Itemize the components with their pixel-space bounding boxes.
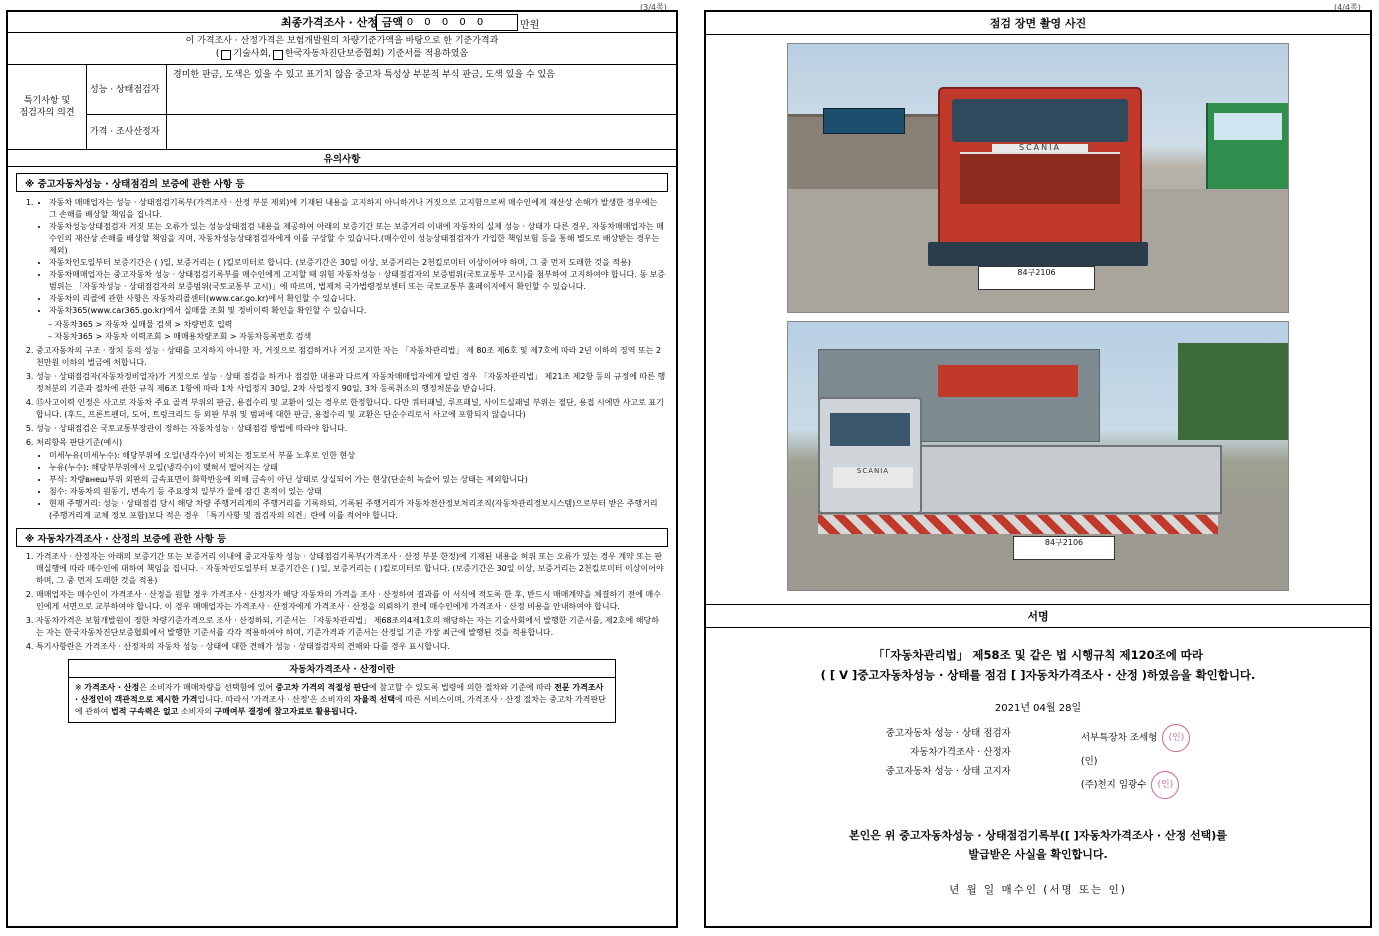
- def-b5: 법적 구속력은 없고: [111, 707, 179, 717]
- list-item: • 자동차의 리콜에 관한 사항은 자동차리콜센터(www.car.go.kr)에서 확인할 수 있습니다.: [49, 293, 666, 305]
- buyer-signature-line: 년 월 일 매수인 (서명 또는 인): [949, 884, 1127, 897]
- signature-name: 서부특장차 조세형: [1080, 732, 1158, 744]
- list-item: • 미세누유(미세누수): 해당부위에 오일(냉각수)이 비치는 정도로서 부품 노후로 인한 현상: [49, 450, 666, 462]
- list-item: • 1. 자동차 매매업자는 성능 · 상태점검기록부(가격조사 · 산정 부분 제외)에 기재된 내용을 고지하지 아니하거나 거짓으로 고지함으로써 매수인에게 재산상 손해가 발생한 경우에는 그 손해를 배상할 책임을 집니다.: [49, 197, 666, 221]
- section1-list: [20, 197, 666, 522]
- signature-body: [706, 628, 1370, 897]
- section1-title: ※ 중고자동차성능 · 상태점검의 보증에 관한 사항 등: [16, 173, 668, 192]
- inspection-photo-side: [787, 321, 1289, 591]
- signature-name-row: [1081, 724, 1190, 752]
- list-item: 1. 가격조사 · 산정자는 아래의 보증기간 또는 보증거리 이내에 중고자동차 성능 · 상태점검기록부(가격조사 · 산정 부분 한정)에 기재된 내용을 허위 또는 오류가 있는 경우 계약 또는 판매실행에 따라 매수인에 대하여 책임을 집니다. · 자동차인도일부터 보증기간은 ( )일, 보증거리는 ( )킬로미터로 합니다. (보증기간은 30일 이상, 보증거리는 2천킬로미터 이상이어야 하며, 그 중 먼저 도래한 것을 적용): [36, 551, 666, 587]
- list-item: 2. 매매업자는 매수인이 가격조사 · 산정을 원할 경우 가격조사 · 산정자가 해당 자동차의 가격을 조사 · 산정하여 결과를 이 서식에 적도록 한 후, 반드시 매매계약을 체결하기 전에 매수인에게 서면으로 교부하여야 합니다. 이 경우 매매업자는 가격조사 · 산정자에게 가격조사 · 산정을 의뢰하기 전에 매수인에게 가격조사 · 산정 비용을 안내하여야 합니다.: [36, 589, 666, 613]
- remarks-label-appraiser: 가격 · 조사산정자: [87, 115, 167, 149]
- checkbox-engineer-assoc[interactable]: [221, 50, 231, 60]
- signature-roles: [886, 724, 1011, 799]
- right-panel: [704, 10, 1372, 928]
- criteria-title: 처리항목 판단기준(예시): [36, 438, 123, 448]
- def-b2: 중고차 가격의 적절성 판단: [275, 683, 369, 693]
- confirm-line-2: 발급받은 사실을 확인합니다.: [968, 847, 1108, 861]
- signature-rows: [722, 724, 1354, 799]
- section2-list: [20, 551, 666, 653]
- list-item: 5. 성능 · 상태점검은 국토교통부장관이 정하는 자동차성능 · 상태점검 방법에 따라야 합니다.: [36, 423, 666, 435]
- def-b6: 구매여부 결정에 참고자료로 활용됩니다.: [214, 707, 358, 717]
- checkbox-kaaa[interactable]: [273, 50, 283, 60]
- list-item: • 누유(누수): 해당부부위에서 오일(냉각수)이 맺혀서 떨어지는 상태: [49, 462, 666, 474]
- inspection-photo-front: [787, 43, 1289, 313]
- final-price-title: 최종가격조사 · 산정 금액: [281, 16, 403, 29]
- photo-truck-cab-side: [818, 397, 922, 514]
- signature-role: 중고자동차 성능 · 상태 점검자: [885, 728, 1011, 740]
- confirm-block: [722, 827, 1354, 864]
- list-item: – 자동차365 > 자동차 이력조회 > 매매용차량조회 > 자동차등록번호 검색: [48, 332, 312, 342]
- assoc-label-2: 한국자동차진단보증협회) 기준서를 적용하였음: [285, 49, 469, 60]
- photo-grille: [960, 152, 1120, 204]
- signature-role: 중고자동차 성능 · 상태 고지자: [885, 766, 1011, 778]
- remarks-value-appraiser: [167, 115, 676, 149]
- list-item: • 자동차인도일부터 보증기간은 ( )일, 보증거리는 ( )킬로미터로 합니다. (보증기간은 30일 이상, 보증거리는 2천킬로미터 이상이어야 하며, 그 중 먼저 도래한 것을 적용): [49, 257, 666, 269]
- signature-names: [1081, 724, 1190, 799]
- dash-text: 자동차365 > 자동차 실매물 검색 > 차량번호 입력: [54, 320, 233, 330]
- photo-side-window: [830, 413, 910, 447]
- definition-box: [68, 659, 616, 723]
- def-b1: 가격조사 · 산정: [84, 683, 140, 693]
- list-item: • 자동차365(www.car365.go.kr)에서 실매물 조회 및 정비이력 확인을 확인할 수 있습니다.: [49, 305, 666, 317]
- remarks-value-inspector: 경미한 판금, 도색은 있을 수 있고 표기치 않음 중고차 특성상 부분적 부식 판금, 도색 있을 수 있음: [173, 70, 555, 81]
- photo-truck-cab: [938, 87, 1142, 257]
- dash-text: 자동차365 > 자동차 이력조회 > 매매용차량조회 > 자동차등록번호 검색: [54, 332, 312, 342]
- section1-bullets: [36, 197, 666, 317]
- def-t1: ※: [75, 683, 85, 693]
- list-item: [36, 437, 666, 522]
- definition-text: [69, 678, 615, 722]
- page-mark-right: (4/4쪽): [1334, 3, 1361, 12]
- def-t6: 에 따른 서비스이며, 가격조사 · 산정 절차는 중고차 가격판단에 관하여: [75, 695, 606, 717]
- criteria-list: [36, 450, 666, 522]
- signature-name-row: [1081, 752, 1190, 771]
- final-price-amount: 0 0 0 0 0: [376, 14, 518, 31]
- photo-bumper: [928, 242, 1148, 266]
- list-item: 3. 자동차가격은 보험개발원이 정한 차량기준가격으로 조사 · 산정하되, 기준서는 「자동차관리법」 제68조의4제1호의 해당하는 자는 기술사회에서 발행한 기준서를, 제2호에 해당하는 자는 한국자동차진단보증협회에서 발행한 기준서를 각각 적용하여야 하며, 기준가격과 기준서는 산정일 기준 가장 최근에 발행된 것을 적용합니다.: [36, 615, 666, 639]
- list-item: • 자동차성능상태점검자 거짓 또는 오류가 있는 성능상태점검 내용을 제공하여 아래의 보증기간 또는 보증거리 이내에 자동차의 실제 성능 · 상태가 다른 경우, 자동차매매업자는 매수인의 재산상 손해를 배상할 책임을 지며, 자동차성능상태점검자에게 이를 구상할 수 있습니다.(매수인이 성능상태점검자가 가입한 책임보험 등을 통해 별도로 배상받는 경우는 제외): [49, 221, 666, 257]
- list-item: • 부식: 차량внеш부위 외판의 금속표면이 화학반응에 의해 금속이 아닌 상태로 상실되어 가는 현상(단순히 녹슬어 있는 상태는 제외합니다): [49, 474, 666, 486]
- signature-name: (주)천지 임광수: [1080, 779, 1147, 791]
- confirm-line-1: 본인은 위 중고자동차성능 · 상태점검기록부([ ]자동차가격조사 · 산정 선택)를: [849, 829, 1227, 843]
- remarks-label-inspector: 성능 · 상태점검자: [87, 65, 167, 114]
- list-item: 2. 중고자동차의 구조 · 장치 등의 성능 · 상태를 고지하지 아니한 자, 거짓으로 점검하거나 거짓 고지한 자는 「자동차관리법」 제 80조 제6호 및 제7호에 따라 2년 이하의 징역 또는 2천만원 이하의 벌금에 처합니다.: [36, 345, 666, 369]
- photo-warning-stripe: [818, 515, 1218, 534]
- list-item: • 침수: 자동차의 원동기, 변속기 등 주요장치 일부가 물에 잠긴 흔적이 있는 상태: [49, 486, 666, 498]
- section2-body: [8, 549, 676, 653]
- notice-header: 유의사항: [8, 150, 676, 167]
- photos-area: [706, 35, 1370, 605]
- def-b4: 자율적 선택: [353, 695, 395, 705]
- list-item: [36, 197, 666, 343]
- section1-dashes: [36, 319, 666, 343]
- statement-line-1: 「「자동차관리법」 제58조 및 같은 법 시행규칙 제120조에 따라: [872, 648, 1204, 662]
- list-item: 4. 특기사항란은 가격조사 · 산정자의 자동차 성능 · 상태에 대한 견해가 성능 · 상태점검자의 견해와 다를 경우 표시합니다.: [36, 641, 666, 653]
- list-item: • 자동차매매업자는 중고자동차 성능 · 상태점검기록부를 매수인에게 고지할 때 위험 자동차성능 · 상태점검자의 보증범위(국토교통부 고시)를 첨부하여 고지하여야 합니다. 동 보증범위는 「자동차성능 · 상태점검자의 보증범위(국토교통부 고시)」에 따르며, 법제처 국가법령정보센터 또는 국토교통부 홈페이지에서 확인할 수 있습니다.: [49, 269, 666, 293]
- section2-title: ※ 자동차가격조사 · 산정의 보증에 관한 사항 등: [16, 528, 668, 547]
- photo-windshield: [952, 99, 1128, 142]
- list-item: – 자동차365 > 자동차 실매물 검색 > 차량번호 입력: [48, 320, 233, 330]
- left-panel: [6, 10, 678, 928]
- photo-brand-front: SCANIA: [992, 144, 1088, 159]
- association-line: ( 기술사회, 한국자동차진단보증협회) 기준서를 적용하였음: [8, 48, 676, 61]
- photo-brand-side: SCANIA: [833, 467, 913, 488]
- statement-line-2: ( [ V ]중고자동차성능 · 상태를 점검 [ ]자동차가격조사 · 산정 )하였음을 확인합니다.: [820, 667, 1256, 682]
- signature-role: 자동차가격조사 · 산정자: [910, 747, 1011, 759]
- final-price-title-row: [8, 12, 676, 33]
- def-t7: 소비자의: [178, 707, 215, 717]
- seal-stamp-icon: (인): [1162, 724, 1190, 752]
- definition-title: 자동차가격조사 · 산정이란: [69, 660, 615, 678]
- photo-plate-side: 84구2106: [1013, 536, 1115, 559]
- assoc-label-1: 기술사회,: [233, 49, 272, 60]
- list-item: 3. 성능 · 상태점검자(자동차정비업자)가 거짓으로 성능 · 상태 점검을 하거나 점검한 내용과 다르게 자동차매매업자에게 알린 경우 「자동차관리법」 제21조 제2항 등의 규정에 따른 행정처분의 기준과 절차에 관한 규칙 제6조 1항에 따라 1차 사업정지 30일, 2차 사업정지 90일, 3차 등록취소의 행정처분을 받습니다.: [36, 371, 666, 395]
- def-b3: 전문 가격조사 · 산정인: [75, 683, 604, 705]
- price-basis-note: [8, 33, 676, 65]
- def-t4: 이 객관적으로 제시한 가격: [104, 695, 198, 705]
- photo-plate-front: 84구2106: [978, 266, 1095, 289]
- seal-stamp-icon: (인): [1151, 771, 1179, 799]
- remarks-table: [8, 65, 676, 150]
- signature-name-row: [1081, 771, 1190, 799]
- seal-label: (인): [1080, 756, 1098, 768]
- price-basis-line1: 이 가격조사 · 산정가격은 보험개발원의 차량기준가액을 바탕으로 한 기준가격과: [185, 36, 499, 46]
- def-t5: 입니다. 따라서 '가격조사 · 산정'은 소비자의: [197, 695, 354, 705]
- photo-trees: [1178, 343, 1288, 439]
- def-t3: 에 참고할 수 있도록 법령에 의한 절차와 기준에 따라: [368, 683, 555, 693]
- photo-storefront-sign: [823, 108, 905, 134]
- remarks-row-appraiser: [87, 115, 676, 149]
- page-mark-left: (3/4쪽): [640, 3, 667, 12]
- remarks-row-header: 특기사항 및 점검자의 의견: [8, 65, 87, 149]
- section1-body: [8, 194, 676, 522]
- list-item: • 현재 주행거리: 성능 · 상태점검 당시 해당 차량 주행거리계의 주행거리를 기록하되, 기록된 주행거리가 자동차전산정보처리조직(자동차관리정보시스템)으로부터 받은 주행거리(주행거리계 교체 정보 포함)보다 적은 경우 「특기사항 및 점검자의 의견」란에 이를 적어야 합니다.: [49, 498, 666, 522]
- list-item: 4. ⑮사고이력 인정은 사고로 자동차 주요 골격 부위의 판금, 용접수리 및 교환이 있는 경우로 한정합니다. 다만 쿼터패널, 루프패널, 사이드실패널 부위는 절단, 용접 시에만 사고로 표기합니다. (후드, 프론트펜더, 도어, 트렁크리드 등 외판 부위 및 범퍼에 대한 판금, 용접수리 및 교환은 단순수리로서 사고에 포함되지 않습니다): [36, 397, 666, 421]
- photos-title: 점검 장면 촬영 사진: [706, 12, 1370, 35]
- final-price-unit: 만원: [520, 20, 540, 31]
- photo-banner: [938, 365, 1078, 397]
- remarks-row-inspector: [87, 65, 676, 115]
- def-t2: 은 소비자가 매매차량을 선택함에 있어: [139, 683, 276, 693]
- signature-header: 서명: [706, 605, 1370, 628]
- signature-date: 2021년 04월 28일: [994, 703, 1082, 715]
